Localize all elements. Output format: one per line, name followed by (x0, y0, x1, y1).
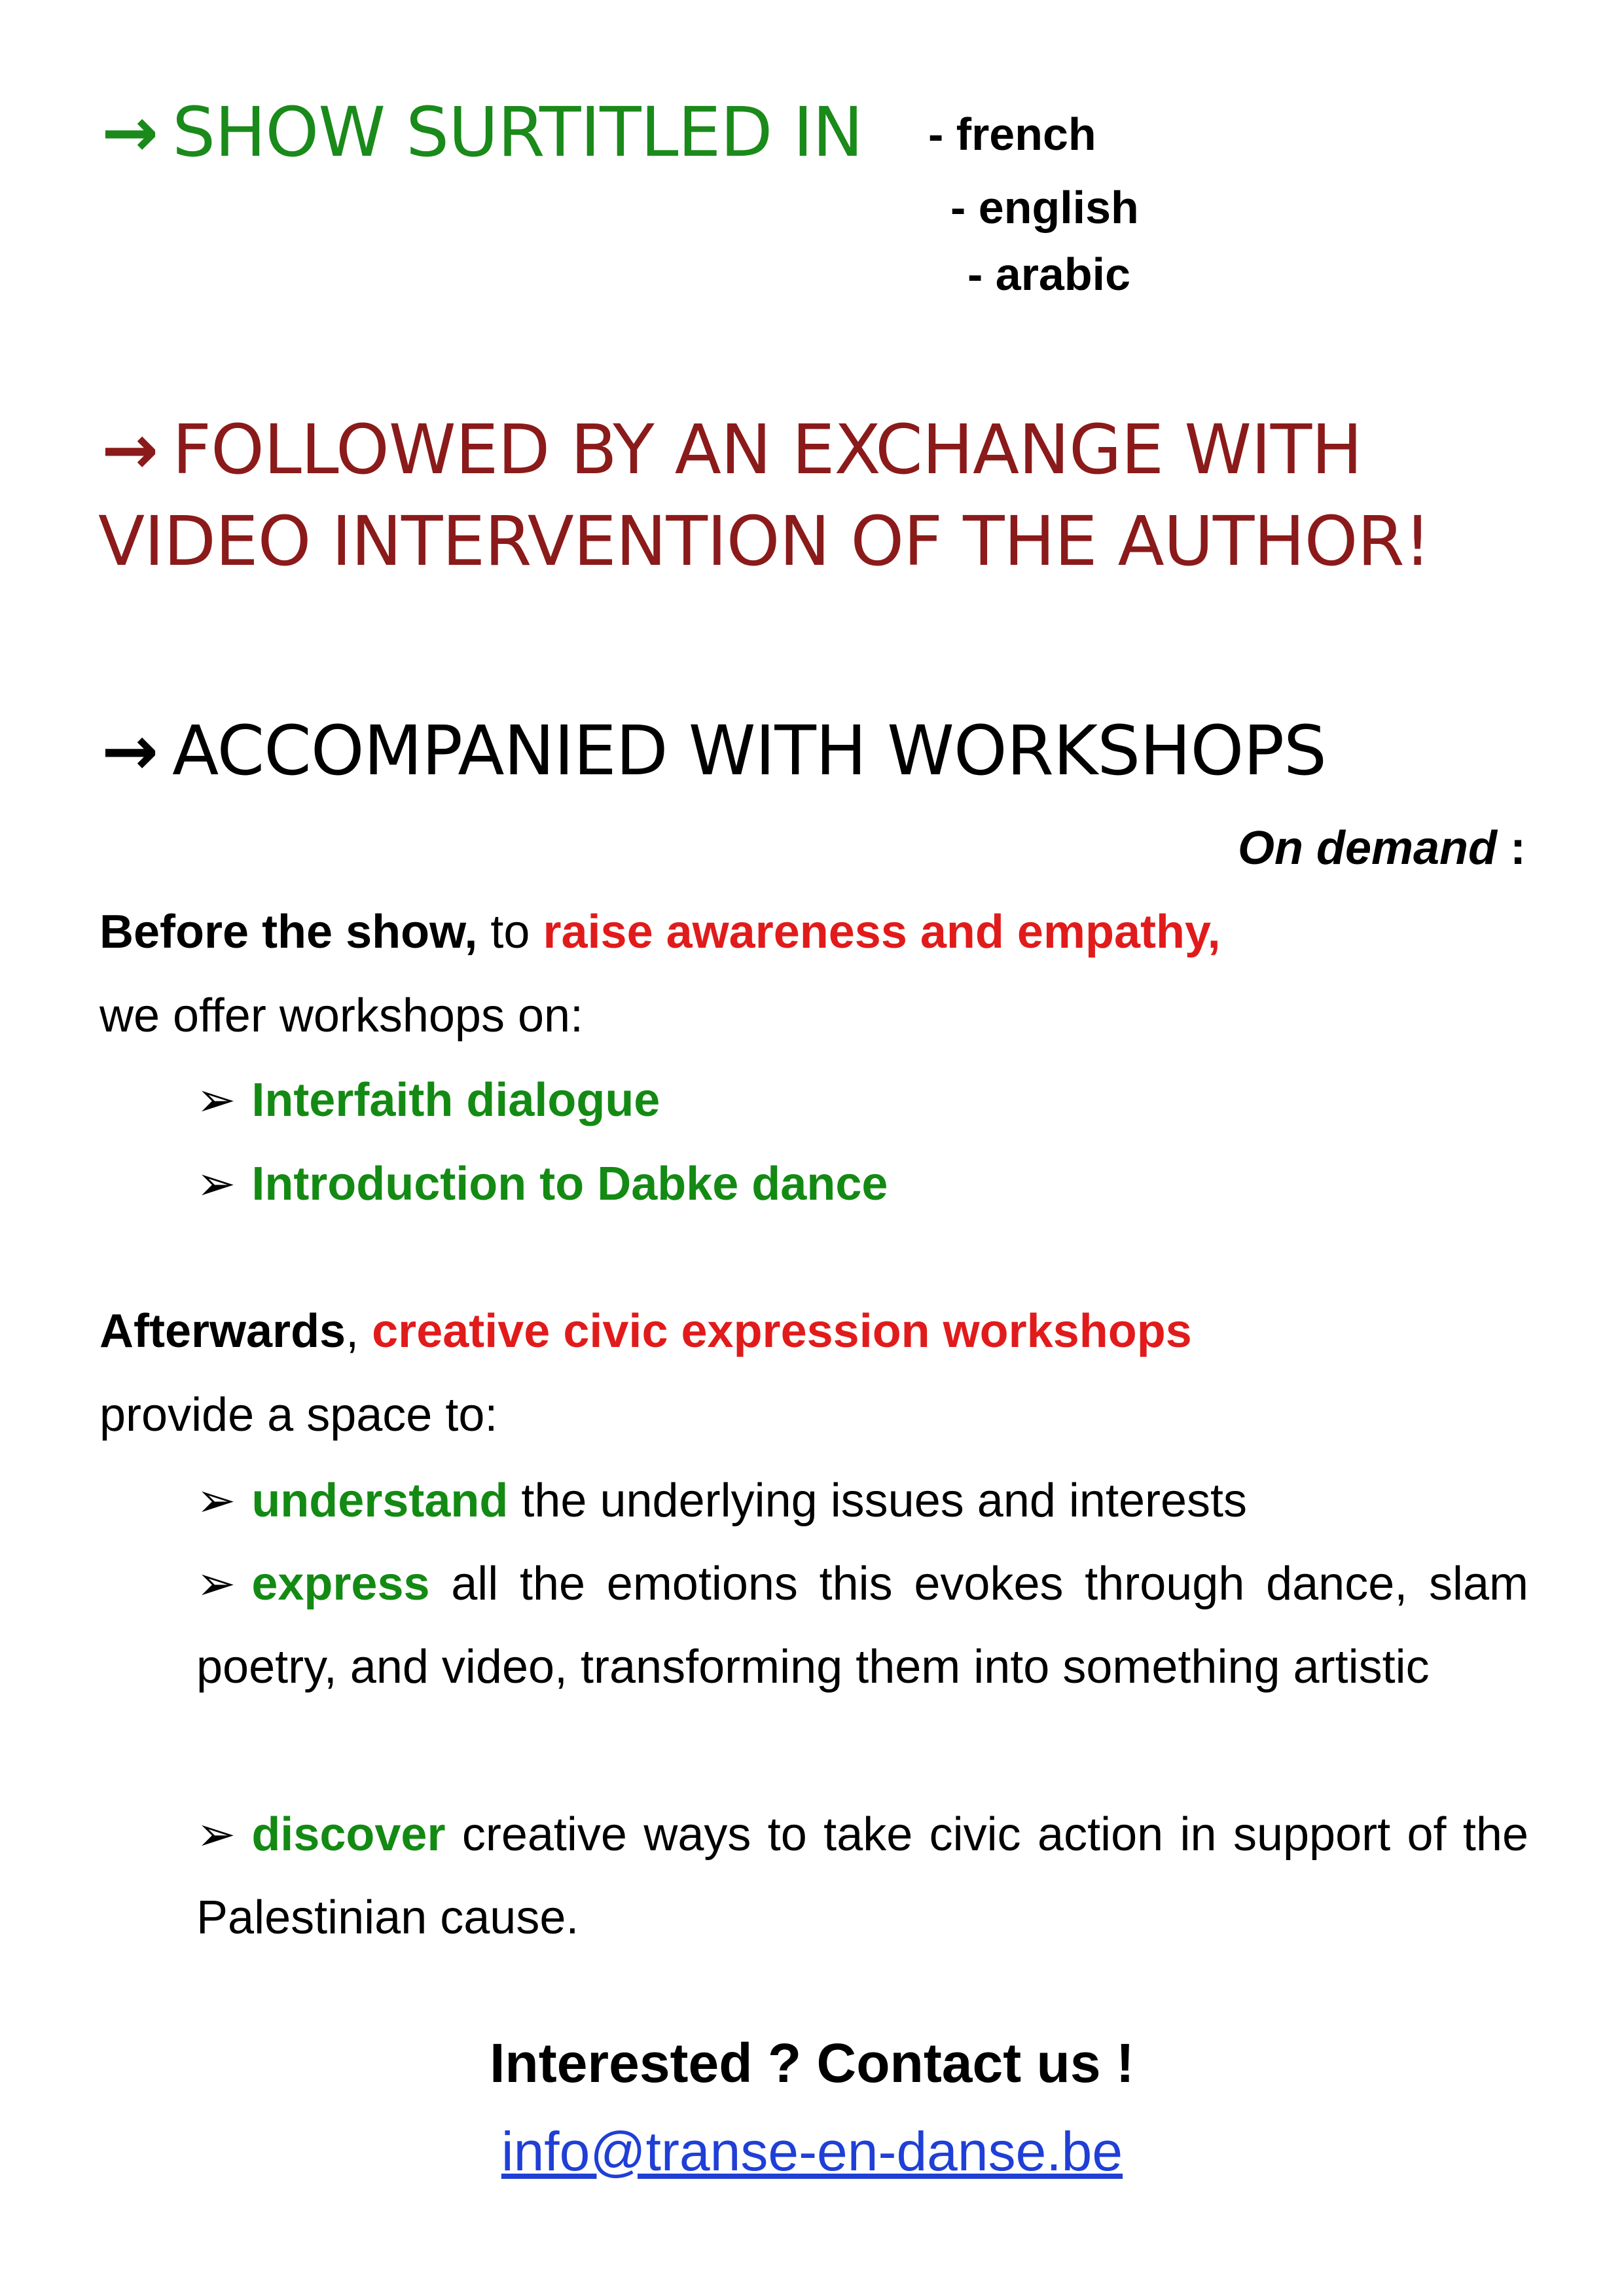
contact-email-wrapper (0, 2121, 1624, 2182)
on-demand-label (1237, 822, 1526, 874)
arrow-right-icon: → (101, 711, 158, 791)
item-understand-rest: the underlying issues and interests (508, 1475, 1248, 1527)
before-show-to: to (477, 906, 543, 958)
arrow-right-icon: → (101, 92, 158, 172)
afterwards-line (99, 1305, 1192, 1357)
contact-email-link[interactable]: info@transe-en-danse.be (501, 2121, 1123, 2182)
bullet-arrow-icon: ➢ (196, 1158, 236, 1210)
exchange-heading-line1 (101, 410, 1362, 490)
bullet-arrow-icon: ➢ (196, 1074, 236, 1126)
before-show-lead: Before the show, (99, 906, 478, 958)
on-demand-colon: : (1497, 822, 1526, 874)
contact-cta: Interested ? Contact us ! (490, 2032, 1134, 2094)
language-arabic: - arabic (967, 249, 1130, 300)
arrow-right-icon: → (101, 410, 158, 490)
item-discover-rest: creative ways to take civic action in support of the Palestinian cause. (196, 1808, 1528, 1944)
afterwards-lead: Afterwards (99, 1305, 346, 1357)
list-item (196, 1160, 888, 1208)
surtitled-heading (101, 92, 863, 172)
before-show-line (99, 908, 1221, 956)
exchange-heading-line2: VIDEO INTERVENTION OF THE AUTHOR! (98, 501, 1431, 581)
item-understand-key: understand (251, 1475, 509, 1527)
language-french: - french (928, 109, 1096, 160)
language-english: - english (950, 182, 1139, 233)
afterwards-comma: , (346, 1305, 372, 1357)
workshops-heading (101, 711, 1327, 791)
exchange-heading-text: FOLLOWED BY AN EXCHANGE WITH (172, 410, 1362, 490)
list-item (196, 1543, 1528, 1709)
on-demand-text: On demand (1237, 822, 1498, 874)
list-item (196, 1460, 1528, 1543)
item-express-rest: all the emotions this evokes through dance, slam poetry, and video, transforming them into something artistic (196, 1558, 1528, 1693)
list-item (196, 1074, 660, 1126)
offer-workshops-line: we offer workshops on: (99, 990, 584, 1042)
before-show-highlight: raise awareness and empathy, (543, 906, 1221, 958)
workshops-heading-text: ACCOMPANIED WITH WORKSHOPS (172, 711, 1327, 791)
provide-space-line: provide a space to: (99, 1389, 498, 1441)
afterwards-highlight: creative civic expression workshops (372, 1305, 1192, 1357)
bullet-arrow-icon: ➢ (196, 1808, 236, 1861)
workshop-interfaith: Interfaith dialogue (251, 1074, 660, 1126)
list-item (196, 1793, 1528, 1960)
bullet-arrow-icon: ➢ (196, 1475, 236, 1527)
item-express-key: express (251, 1558, 430, 1610)
workshop-dabke: Introduction to Dabke dance (251, 1158, 888, 1210)
item-discover-key: discover (251, 1808, 446, 1861)
bullet-arrow-icon: ➢ (196, 1558, 236, 1610)
surtitled-heading-text: SHOW SURTITLED IN (172, 92, 863, 172)
